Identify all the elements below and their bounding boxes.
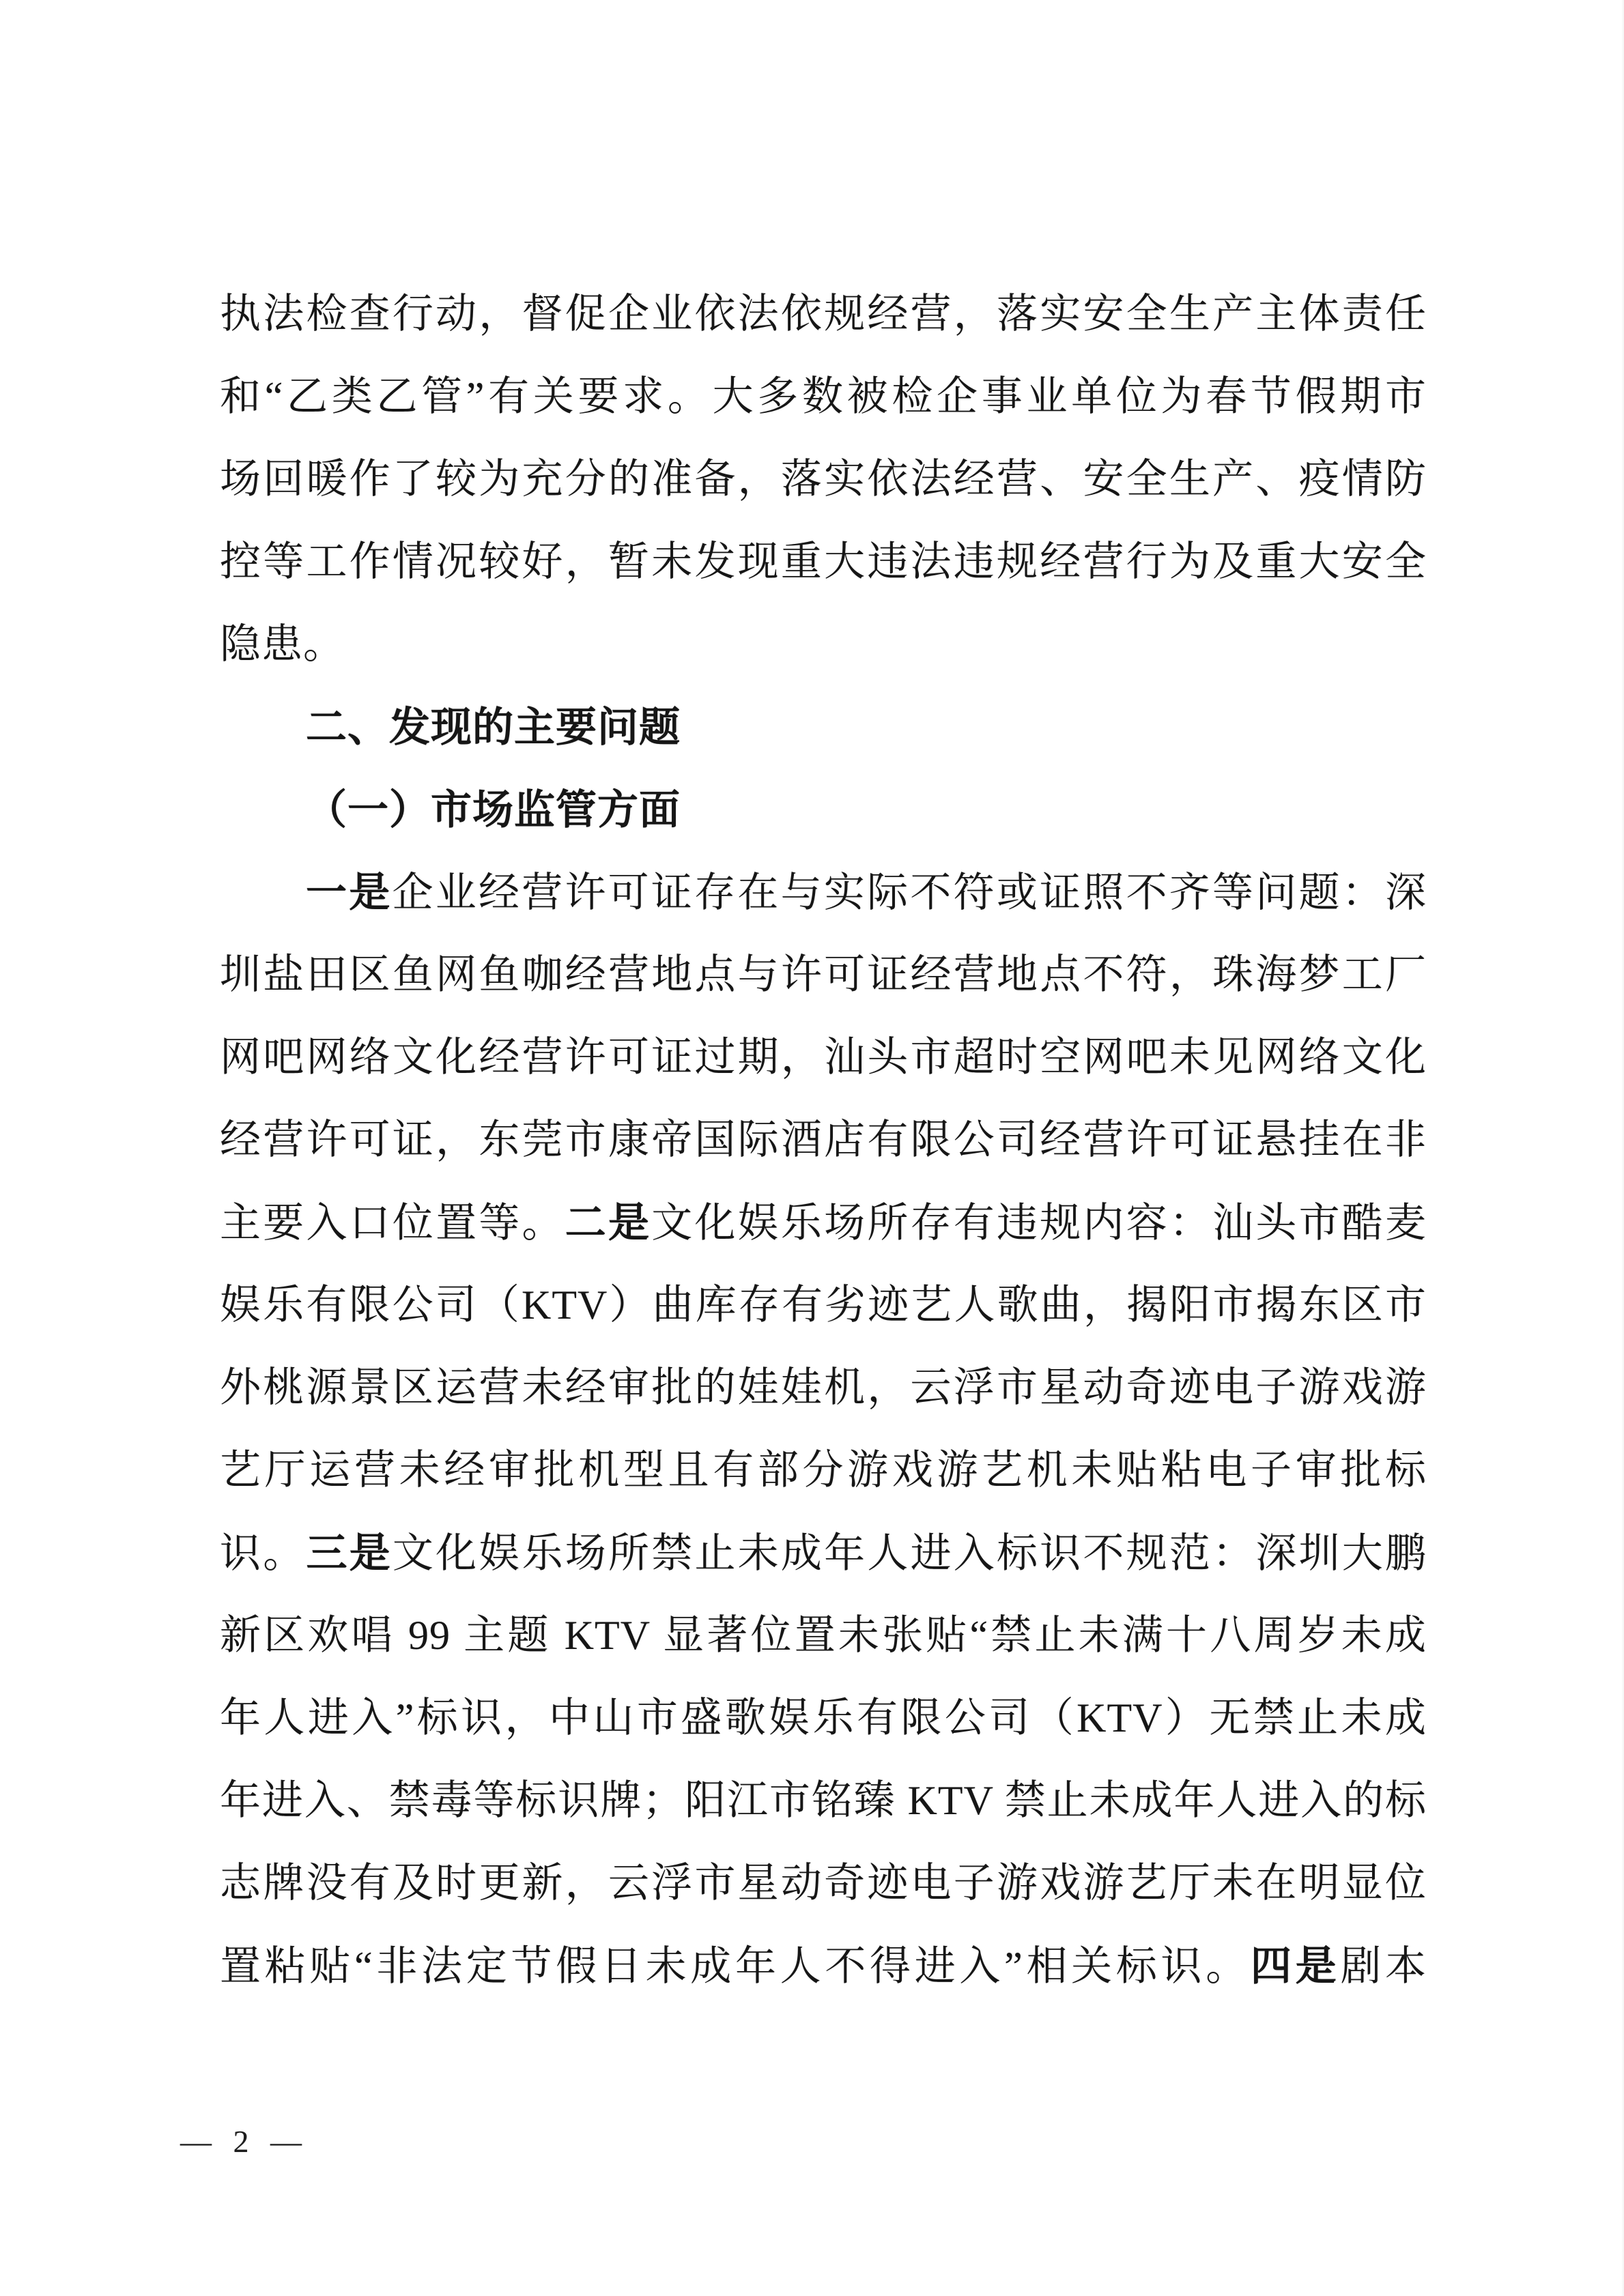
text-line	[220, 1760, 1427, 1842]
text-line	[220, 1512, 1427, 1594]
emphasis-text-segment: 三是	[306, 1530, 393, 1576]
text-line	[220, 356, 1427, 438]
text-line	[220, 273, 1427, 356]
emphasis-text-segment: 四是	[1250, 1943, 1341, 1989]
text-segment: 艺厅运营未经审批机型且有部分游戏游艺机未贴粘电子审批标	[220, 1448, 1427, 1493]
text-segment: 志牌没有及时更新，云浮市星动奇迹电子游戏游艺厅未在明显位	[220, 1861, 1427, 1906]
text-segment: 年人进入”标识，中山市盛歌娱乐有限公司（KTV）无禁止未成	[220, 1695, 1427, 1740]
emphasis-text-segment: 一是	[306, 870, 393, 915]
text-line	[220, 769, 1427, 851]
text-segment: 隐患。	[220, 622, 345, 667]
text-segment: 置粘贴“非法定节假日未成年人不得进入”相关标识。	[220, 1944, 1251, 1989]
text-line	[220, 1264, 1427, 1347]
text-line	[220, 1099, 1427, 1181]
text-segment: 剧本	[1340, 1944, 1427, 1989]
text-segment: 网吧网络文化经营许可证过期，汕头市超时空网吧未见网络文化	[220, 1035, 1427, 1080]
text-segment: 文化娱乐场所禁止未成年人进入标识不规范：深圳大鹏	[392, 1531, 1427, 1576]
text-segment: 外桃源景区运营未经审批的娃娃机，云浮市星动奇迹电子游戏游	[220, 1365, 1427, 1410]
text-segment: 执法检查行动，督促企业依法依规经营，落实安全生产主体责任	[220, 291, 1427, 336]
text-line	[220, 1016, 1427, 1099]
text-segment: 和“乙类乙管”有关要求。大多数被检企事业单位为春节假期市	[220, 374, 1427, 419]
text-line	[220, 1347, 1427, 1429]
text-line	[220, 934, 1427, 1016]
emphasis-text-segment: （一）市场监管方面	[306, 787, 681, 833]
text-segment: 控等工作情况较好，暂未发现重大违法违规经营行为及重大安全	[220, 539, 1427, 584]
text-segment: 主要入口位置等。	[220, 1201, 565, 1246]
text-segment: 新区欢唱 99 主题 KTV 显著位置未张贴“禁止未满十八周岁未成	[220, 1613, 1427, 1658]
text-line	[220, 603, 1427, 686]
page-number: — 2 —	[180, 2124, 309, 2159]
text-segment: 文化娱乐场所存有违规内容：汕头市酷麦	[651, 1201, 1427, 1246]
emphasis-text-segment: 二、发现的主要问题	[306, 704, 681, 750]
text-segment: 娱乐有限公司（KTV）曲库存有劣迹艺人歌曲，揭阳市揭东区市	[220, 1282, 1427, 1328]
text-segment: 圳盐田区鱼网鱼咖经营地点与许可证经营地点不符，珠海梦工厂	[220, 952, 1427, 997]
text-segment: 经营许可证，东莞市康帝国际酒店有限公司经营许可证悬挂在非	[220, 1117, 1427, 1162]
text-line	[220, 686, 1427, 769]
text-segment: 年进入、禁毒等标识牌；阳江市铭臻 KTV 禁止未成年人进入的标	[220, 1778, 1427, 1823]
text-line	[220, 1181, 1427, 1264]
document-body	[220, 273, 1427, 2007]
text-line	[220, 438, 1427, 521]
text-segment: 识。	[220, 1531, 307, 1576]
text-line	[220, 851, 1427, 934]
text-segment: 企业经营许可证存在与实际不符或证照不齐等问题：深	[392, 870, 1427, 915]
text-line	[220, 1925, 1427, 2007]
text-line	[220, 1842, 1427, 1925]
emphasis-text-segment: 二是	[565, 1200, 652, 1246]
text-line	[220, 1594, 1427, 1677]
text-line	[220, 1677, 1427, 1760]
text-line	[220, 521, 1427, 603]
text-line	[220, 1429, 1427, 1512]
text-segment: 场回暖作了较为充分的准备，落实依法经营、安全生产、疫情防	[220, 457, 1427, 502]
